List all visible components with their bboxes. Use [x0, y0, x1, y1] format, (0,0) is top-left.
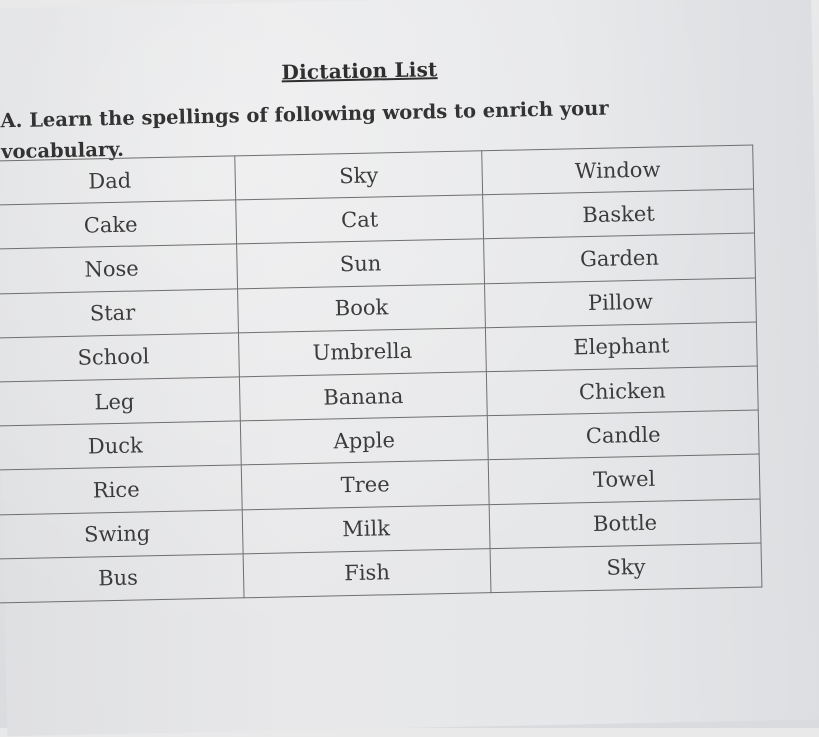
- table-cell: Umbrella: [238, 327, 486, 376]
- vocabulary-table: [0, 145, 762, 604]
- table-cell: Book: [238, 283, 486, 332]
- table-cell: Window: [482, 145, 754, 195]
- table-cell: Duck: [0, 421, 241, 470]
- table-cell: Star: [0, 288, 238, 337]
- table-cell: Fish: [243, 548, 491, 597]
- table-cell: Nose: [0, 244, 238, 293]
- table-cell: Bottle: [489, 498, 761, 548]
- table-cell: Milk: [242, 504, 490, 553]
- table-cell: Chicken: [486, 366, 758, 416]
- table-cell: Tree: [241, 460, 489, 509]
- table-cell: Candle: [487, 410, 759, 460]
- table-cell: Cake: [0, 200, 237, 249]
- table-cell: Banana: [239, 372, 487, 421]
- table-cell: Cat: [236, 195, 484, 244]
- table-cell: School: [0, 333, 239, 382]
- table-cell: Towel: [488, 454, 760, 504]
- table-cell: Garden: [484, 233, 756, 283]
- table-cell: Leg: [0, 377, 240, 426]
- table-cell: Rice: [0, 465, 242, 514]
- table-cell: Sky: [235, 151, 483, 200]
- page-title: Dictation List: [281, 57, 438, 85]
- table-cell: Sun: [237, 239, 485, 288]
- table-cell: Swing: [0, 509, 243, 558]
- table-cell: Sky: [490, 543, 762, 593]
- table-cell: Pillow: [484, 278, 756, 328]
- table-cell: Apple: [240, 416, 488, 465]
- instruction-text: A. Learn the spellings of following words to enrich your vocabulary.: [0, 96, 609, 164]
- table-cell: Elephant: [485, 322, 757, 372]
- table-cell: Dad: [0, 156, 236, 205]
- table-cell: Basket: [483, 189, 755, 239]
- table-cell: Bus: [0, 554, 244, 603]
